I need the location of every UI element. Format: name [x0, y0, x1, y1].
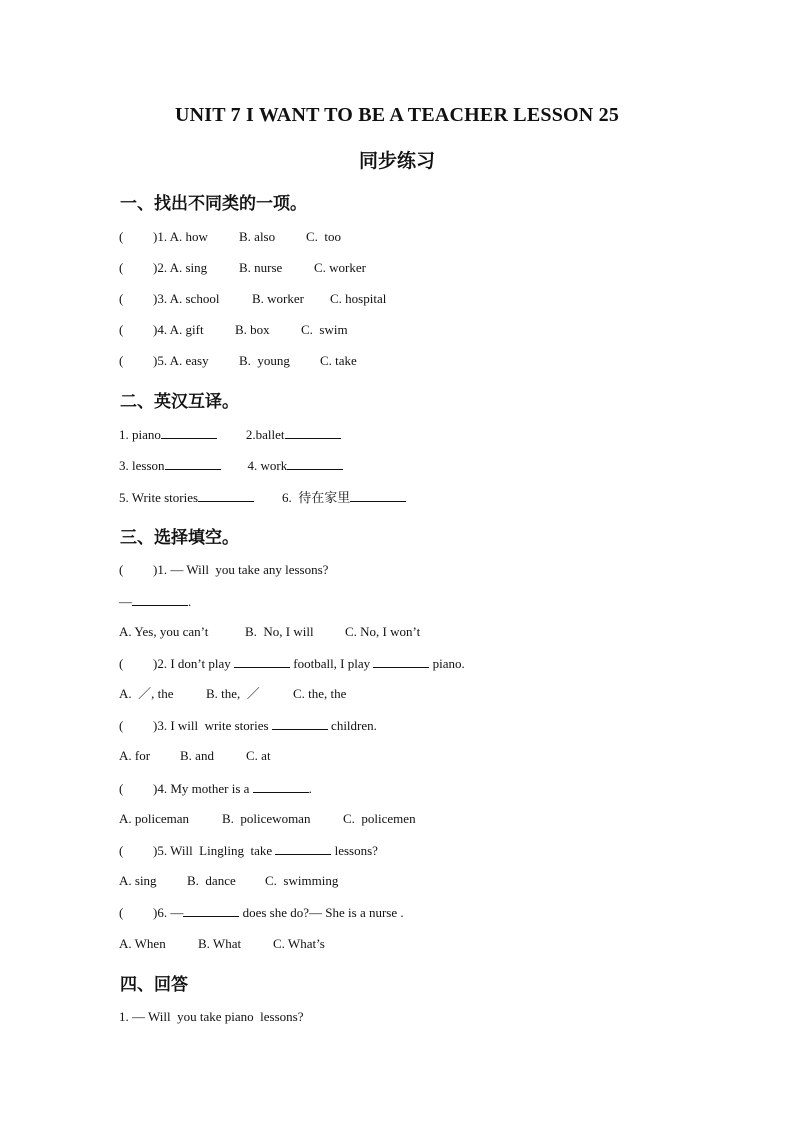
s3-question-2: ( )2. I don’t play football, I play piano. [119, 656, 465, 671]
answer-blank[interactable] [350, 489, 406, 502]
s3-options-2: A. ／, the B. the, ／ C. the, the [119, 686, 347, 701]
s3-options-4: A. policeman B. policewoman C. policemen [119, 811, 416, 826]
answer-paren[interactable]: ( [119, 291, 124, 306]
s3-options-6: A. When B. What C. What’s [119, 936, 325, 951]
answer-blank[interactable] [183, 904, 239, 917]
answer-paren[interactable]: ( [119, 353, 124, 368]
answer-blank[interactable] [287, 457, 343, 470]
s3-question-6: ( )6. — does she do?— She is a nurse . [119, 905, 404, 920]
answer-paren[interactable]: ( [119, 781, 124, 796]
answer-paren[interactable]: ( [119, 260, 124, 275]
s3-question-3: ( )3. I will write stories children. [119, 718, 377, 733]
section-3-heading: 三、选择填空。 [120, 528, 239, 548]
answer-paren[interactable]: ( [119, 718, 124, 733]
answer-paren[interactable]: ( [119, 322, 124, 337]
s1-item-3: ( )3. A. school B. worker C. hospital [119, 291, 387, 306]
answer-paren[interactable]: ( [119, 656, 124, 671]
answer-blank[interactable] [253, 780, 309, 793]
s3-options-3: A. for B. and C. at [119, 748, 271, 763]
s2-row-3: 5. Write stories 6. 待在家里 [119, 489, 406, 506]
page-subtitle: 同步练习 [358, 150, 435, 172]
s4-question-1: 1. — Will you take piano lessons? [119, 1009, 304, 1024]
answer-blank[interactable] [198, 489, 254, 502]
answer-blank[interactable] [165, 457, 221, 470]
answer-blank[interactable] [132, 593, 188, 606]
section-2-heading: 二、英汉互译。 [120, 392, 239, 412]
s3-question-4: ( )4. My mother is a . [119, 781, 312, 796]
s3-question-1: ( )1. — Will you take any lessons? [119, 562, 329, 577]
s1-item-4: ( )4. A. gift B. box C. swim [119, 322, 348, 337]
s1-item-2: ( )2. A. sing B. nurse C. worker [119, 260, 366, 275]
answer-paren[interactable]: ( [119, 562, 124, 577]
answer-blank[interactable] [161, 426, 217, 439]
section-1-heading: 一、找出不同类的一项。 [120, 194, 307, 214]
answer-blank[interactable] [285, 426, 341, 439]
answer-paren[interactable]: ( [119, 229, 124, 244]
s3-options-1: A. Yes, you can’t B. No, I will C. No, I won’t [119, 624, 421, 639]
answer-blank[interactable] [275, 842, 331, 855]
answer-blank[interactable] [234, 655, 290, 668]
answer-paren[interactable]: ( [119, 905, 124, 920]
s1-item-5: ( )5. A. easy B. young C. take [119, 353, 357, 368]
s2-row-1: 1. piano 2.ballet [119, 426, 341, 443]
section-4-heading: 四、回答 [120, 975, 188, 995]
answer-blank[interactable] [373, 655, 429, 668]
s3-answer-line-1: — . [119, 594, 192, 609]
answer-paren[interactable]: ( [119, 843, 124, 858]
s3-options-5: A. sing B. dance C. swimming [119, 873, 339, 888]
s2-row-2: 3. lesson 4. work [119, 457, 343, 474]
s3-question-5: ( )5. Will Lingling take lessons? [119, 843, 378, 858]
s1-item-1: ( )1. A. how B. also C. too [119, 229, 342, 244]
page-title: UNIT 7 I WANT TO BE A TEACHER LESSON 25 [174, 104, 620, 126]
answer-blank[interactable] [272, 717, 328, 730]
